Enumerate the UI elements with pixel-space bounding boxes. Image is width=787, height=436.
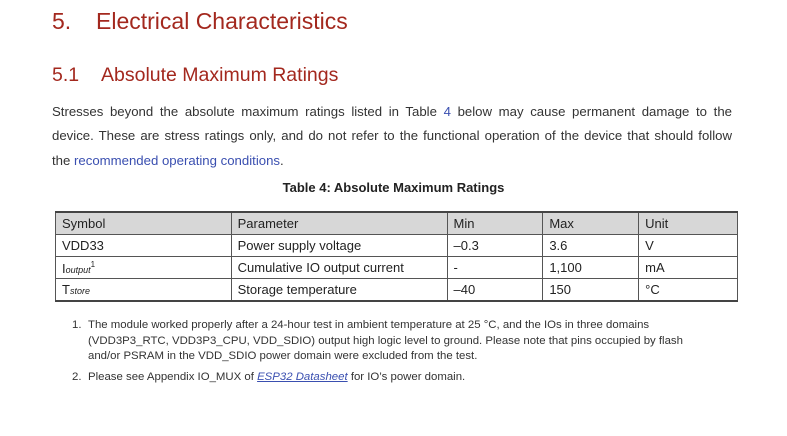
subsection-number: 5.1 [52,64,80,86]
header-parameter: Parameter [231,212,447,235]
cell-min: - [447,257,543,279]
header-max: Max [543,212,639,235]
header-symbol: Symbol [56,212,232,235]
cell-min: –0.3 [447,235,543,257]
cell-unit: V [639,235,738,257]
symbol-subscript: output [65,264,91,275]
note-text: for IO’s power domain. [350,370,466,383]
cell-parameter: Power supply voltage [231,235,447,257]
subsection-heading [52,64,338,87]
footnote-marker: 1 [90,259,96,269]
symbol-main: VDD33 [62,238,104,253]
note-line: The module worked properly after a 24-hour test in ambient temperature at 25 °C, and the IOs in three domains [88,319,650,331]
symbol-main: I [62,260,66,276]
intro-text-1-end: below may cause permanent damage to the [457,104,732,119]
subsection-title: Absolute Maximum Ratings [101,64,339,86]
section-number: 5. [52,8,72,34]
table-caption: Table 4: Absolute Maximum Ratings [282,180,505,195]
section-heading [52,8,348,35]
note-number: 1. [72,319,82,331]
cell-max: 1,100 [543,257,639,279]
header-unit: Unit [639,212,738,235]
ratings-table [55,211,738,302]
intro-line-2: device. These are stress ratings only, and do not refer to the functional operation of the device that should follow [52,128,732,144]
cell-parameter: Cumulative IO output current [231,257,447,279]
note-number: 2. [72,370,82,383]
table-notes [72,318,732,390]
cell-parameter: Storage temperature [231,279,447,302]
section-title: Electrical Characteristics [96,8,348,34]
datasheet-link[interactable]: ESP32 Datasheet [257,370,348,383]
cell-max: 3.6 [543,235,639,257]
intro-paragraph [52,100,732,173]
intro-text-3: the [52,152,71,168]
cell-symbol [56,235,232,257]
note-line [88,370,732,386]
note-line: (VDD3P3_RTC, VDD3P3_CPU, VDD_SDIO) output high logic level to ground. Please note that pins occupied by flash [88,334,683,347]
cell-symbol [56,279,232,302]
cell-unit: °C [639,279,738,302]
cell-max: 150 [543,279,639,302]
intro-line-3 [52,149,732,173]
note-item [72,370,732,386]
symbol-main: T [62,282,70,297]
intro-line-1 [52,100,732,124]
table-reference-link[interactable]: 4 [443,104,451,119]
symbol-subscript: store [69,286,90,296]
recommended-conditions-link[interactable]: recommended operating conditions [74,152,281,168]
header-min: Min [447,212,543,235]
cell-unit: mA [639,257,738,279]
intro-text-1: Stresses beyond the absolute maximum ratings listed in Table [52,104,437,119]
table-row [56,279,738,302]
table-row [56,235,738,257]
cell-min: –40 [447,279,543,302]
note-line: and/or PSRAM in the VDD_SDIO power domain were excluded from the test. [88,350,478,362]
table-header-row [56,212,738,235]
intro-text-3-end: . [280,152,284,168]
note-item [72,318,732,365]
note-text: Please see Appendix IO_MUX of [88,370,254,383]
cell-symbol [56,257,232,279]
table-row [56,257,738,279]
